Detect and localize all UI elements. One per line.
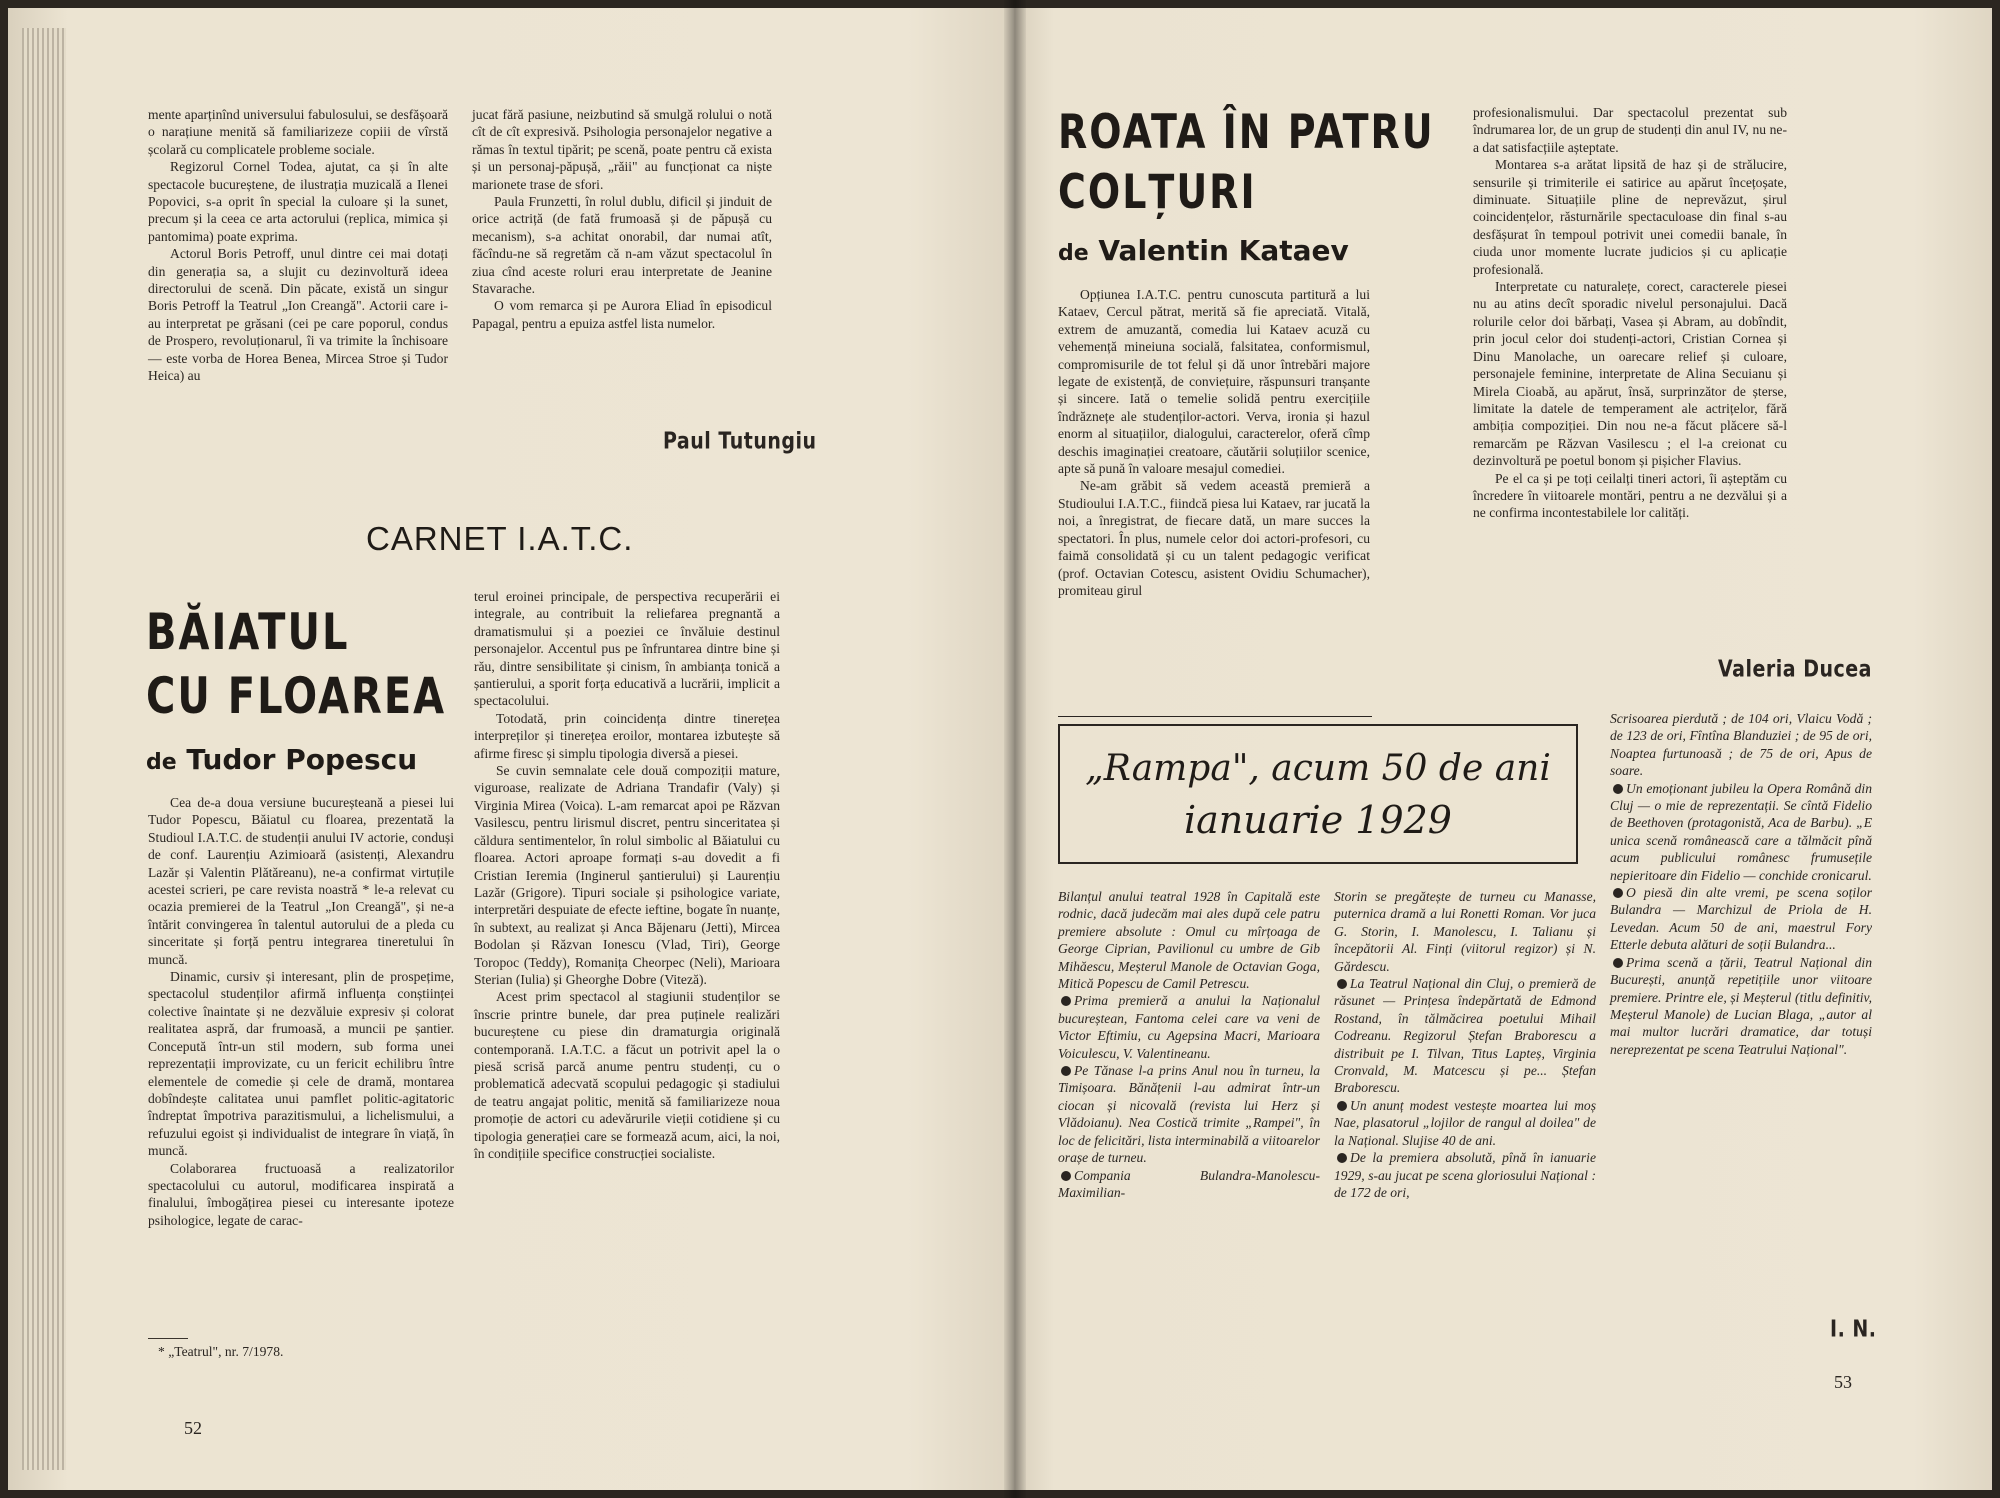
author-signature: Paul Tutungiu: [663, 428, 817, 455]
paragraph: Opțiunea I.A.T.C. pentru cunoscuta partitură a lui Kataev, Cercul pătrat, merită să fie apreciată. Vitală, extrem de amuzantă, comedia lui Kataev acuză cu vehemență mineiuna socială, falsitatea, conformismul, compromisurile de tot felul și dă unor întrebări majore legate de existență, de conviețuire, răspunsuri tranșante și sincere. Iată o temelie solidă pentru exercițiile îndrăznețe ale studenților-actori. Verva, ironia și hazul enorm al situațiilor, dialogului, caracterelor, oferă cîmp deschis imaginației creatoare, căutării soluțiilor scenice, apte să pună în valoare mesajul comediei.: [1058, 287, 1370, 477]
paragraph-text: O piesă din alte vremi, pe scena soților Bulandra — Marchizul de Priola de H. Levedan. Acum 50 de ani, maestrul Fory Etterle debuta alături de soții Bulandra...: [1610, 885, 1872, 953]
section-header: CARNET I.A.T.C.: [366, 520, 634, 557]
paragraph: Storin se pregătește de turneu cu Manasse, puternica dramă a lui Ronetti Roman. Vor juca G. Storin, I. Manolescu, I. Talianu și începătorii Al. Finți (viitorul regizor) și N. Gărdescu.: [1334, 889, 1596, 974]
page-number: 53: [1834, 1372, 1852, 1392]
paragraph: Acest prim spectacol al stagiunii studenților se înscrie printre bunele, dar prea puținele realizări bucureștene cu piese din dramaturgia originală contemporană. I.A.T.C. a făcut un potrivit apel la o piesă scrisă parcă anume pentru studenți, cu o problematică adecvată scopului pedagogic și stadiului de teatru angajat politic, menită să familiarizeze noua promoție de actori cu adevărurile vieții cotidiene și cu tipologia generației care se formează acum, aici, la noi, în condițiile specifice construcției socialiste.: [474, 989, 780, 1161]
byline-author: Valentin Kataev: [1098, 234, 1349, 267]
paragraph: Colaborarea fructuoasă a realizatorilor spectacolului cu autorul, modificarea inspirată a finalului, îmbogățirea piesei cu interesante ipoteze psihologice, legate de carac-: [148, 1160, 454, 1228]
bullet-icon: [1613, 958, 1623, 968]
rampa-column-3: [1610, 710, 1872, 1058]
article-title-line-2: CU FLOAREA: [146, 668, 447, 726]
paragraph: Cea de-a doua versiune bucureșteană a piesei lui Tudor Popescu, Băiatul cu floarea, prezentată la Studioul I.A.T.C. de studenții anului IV actorie, conduși de conf. Laurențiu Azimioară (asistenți, Alexandru Lazăr și Valentin Plătăreanu), ne-a confirmat virtuțile acestei scrieri, pe care revista noastră * le-a relevat cu ocazia premierei de la Teatrul „Ion Creangă", și ne-a întărit convingerea în talentul autorului de a pleda cu sinceritate și forță pentru integrarea tineretului în muncă.: [148, 795, 454, 967]
rampa-signature: I. N.: [1830, 1316, 1877, 1343]
paragraph: Pe el ca și pe toți ceilalți tineri actori, îi așteptăm cu încredere în viitoarele montări, pentru a ne dezvălui și a ne confirma incontestabilele lor calități.: [1473, 470, 1787, 521]
byline-prefix: de: [146, 750, 177, 775]
divider: [1058, 716, 1372, 717]
article-byline: [1058, 234, 1349, 267]
bullet-icon: [1337, 1153, 1347, 1163]
page-edges-decoration: [22, 28, 66, 1470]
article-byline: [146, 743, 417, 776]
paragraph: Interpretate cu naturalețe, corect, caracterele piesei nu au atins decît sporadic nivelul personajului. Dacă rolurile celor doi bărbați, Vasea și Abram, au dobîndit, prin jocul celor doi studenți-actori, Cristian Cornea și Dinu Manolache, un oarecare relief și culoare, personajele feminine, interpretate de Alina Secuianu și Mirela Cioabă, au apărut, însă, surprinzător de șterse, limitate la datele de temperament ale actrițelor, fără ambiția compoziției. Din nou ne-a făcut plăcere să-l remarcăm pe Răzvan Vasilescu ; el l-a creionat cu dezinvoltură pe poetul bonom și pișicher Flavius.: [1473, 279, 1787, 469]
paragraph: [1610, 884, 1872, 954]
article-title-line-1: ROATA ÎN PATRU: [1058, 104, 1435, 159]
article-column-2: [1473, 104, 1787, 522]
paragraph: [1334, 1097, 1596, 1149]
continued-article-column-2: [472, 106, 772, 332]
rampa-title-line-1: „Rampa", acum 50 de ani: [1085, 748, 1551, 789]
paragraph-text: Un emoționant jubileu la Opera Română din Cluj — o mie de reprezentații. Se cîntă Fidelio de Beethoven (protagonistă, Aca de Barbu). „E unica scenă românească care a tălmăcit pînă acum publicului românesc frumusețile nepieritoare din Fidelio — conchide cronicarul.: [1610, 780, 1872, 883]
paragraph: O vom remarca și pe Aurora Eliad în episodicul Papagal, pentru a epuiza astfel lista numelor.: [472, 298, 772, 331]
paragraph-text: De la premiera absolută, pînă în ianuarie 1929, s-au jucat pe scena gloriosului Național : de 172 de ori,: [1334, 1150, 1596, 1200]
paragraph: Regizorul Cornel Todea, ajutat, ca și în alte spectacole bucureștene, de ilustrația muzicală a Ilenei Popovici, s-a oprit în special la culoare și la sunet, precum și la ceea ce arta actorului (replica, mimica și pantomima) poate exprima.: [148, 159, 448, 244]
bullet-icon: [1061, 1066, 1071, 1076]
author-signature: Valeria Ducea: [1718, 656, 1872, 683]
paragraph: [1334, 975, 1596, 1097]
paragraph-text: Prima scenă a țării, Teatrul Național din București, anunță repetițiile unor viitoare premiere. Printre ele, și Meșterul (titlu definitiv, Meșterul Manole) de Lucian Blaga, „autor al mai multor lucrări dramatice, dar totuși nereprezentat pe scena Teatrului Național".: [1610, 954, 1872, 1057]
byline-prefix: de: [1058, 241, 1089, 266]
left-page: [8, 8, 1014, 1490]
paragraph: Paula Frunzetti, în rolul dublu, dificil și jinduit de orice actriță (de fată frumoasă și de păpușă cu mecanism), s-a achitat onorabil, dar numai atît, făcîndu-ne să regretăm că n-am văzut spectacolul în ziua cînd aceste roluri erau interpretate de Jeanine Stavarache.: [472, 194, 772, 297]
article-column-1: [148, 794, 454, 1229]
book-gutter: [1004, 0, 1026, 1498]
paragraph-text: Un anunț modest vestește moartea lui moș Nae, plasatorul „lojilor de rangul al doilea" de la Național. Slujise 40 de ani.: [1334, 1097, 1596, 1148]
rampa-title-box: [1058, 724, 1578, 864]
paragraph: [1058, 1062, 1320, 1166]
page-number: 52: [184, 1418, 202, 1438]
paragraph: profesionalismului. Dar spectacolul prezentat sub îndrumarea lor, de un grup de studenți din anul IV, nu ne-a dat satisfacțiile așteptate.: [1473, 105, 1787, 155]
paragraph: mente aparținînd universului fabulosului, se desfășoară o narațiune menită să familiarizeze copiii de vîrstă școlară cu complicatele probleme sociale.: [148, 107, 448, 157]
footnote: * „Teatrul", nr. 7/1978.: [158, 1344, 284, 1359]
rampa-title-line-2: ianuarie 1929: [1183, 798, 1452, 842]
paragraph: jucat fără pasiune, neizbutind să smulgă rolului o notă cît de cît expresivă. Psihologia personajelor negative a rămas în textul tipărit; pe scenă, poate pentru că exista și un personaj-păpușă, „răii" au funcționat ca niște marionete trase de sfori.: [472, 107, 772, 192]
article-column-1: [1058, 286, 1370, 599]
paragraph: [1058, 1167, 1320, 1202]
bullet-icon: [1061, 996, 1071, 1006]
bullet-icon: [1337, 1101, 1347, 1111]
right-page: [1014, 8, 1992, 1490]
paragraph: Dinamic, cursiv și interesant, plin de prospețime, spectacolul studenților afirmă influența conștiinței colective înaintate și ne dezvăluie expresiv și colorat realitatea aspră, dar frumoasă, a muncii pe șantier. Concepută într-un stil modern, sub forma unei reprezentații improvizate, cu un fericit echilibru între elementele de comedie și cele de dramă, montarea dobîndește calitatea unui pamflet politic-agitatoric îndreptat împotriva parazitismului, a lichelismului, a refuzului egoist și individualist de integrare în viață, în muncă.: [148, 969, 454, 1159]
rampa-column-2: [1334, 888, 1596, 1201]
article-column-2: [474, 588, 780, 1162]
bullet-icon: [1613, 784, 1623, 794]
byline-author: Tudor Popescu: [186, 743, 418, 776]
bullet-icon: [1613, 888, 1623, 898]
paragraph: Scrisoarea pierdută ; de 104 ori, Vlaicu Vodă ; de 123 de ori, Fîntîna Blanduziei ; de 95 de ori, Noaptea furtunoasă ; de 75 de ori, Apus de soare.: [1610, 711, 1872, 779]
paragraph: [1610, 780, 1872, 884]
paragraph: Actorul Boris Petroff, unul dintre cei mai dotați din generația sa, a slujit cu dezinvoltură ideea directorului de scenă. Din păcate, există un singur Boris Petroff la Teatrul „Ion Creangă". Actorii care i-au interpretat pe grăsani (cei pe care poporul, condus de Prospero, revoluționarul, îi va trimite la închisoare — este vorba de Horea Benea, Mircea Stroe și Tudor Heica) au: [148, 246, 448, 384]
article-title-line-1: BĂIATUL: [146, 604, 350, 662]
paragraph-text: Prima premieră a anului la Naționalul bucureștean, Fantoma celei care va veni de Victor Eftimiu, cu Agepsina Macri, Marioara Voiculescu, V. Valentineanu.: [1058, 993, 1320, 1061]
paragraph-text: Compania Bulandra-Manolescu-Maximilian-: [1058, 1167, 1320, 1200]
paragraph: terul eroinei principale, de perspectiva recuperării ei integrale, au contribuit la reliefarea pregnantă a dramatismului și a poeziei ce învăluie destinul personajelor. Accentul pus pe înfruntarea dintre bine și rău, dintre sensibilitate și cinism, în ambianța tonică a șantierului, a sporit forța educativă a lucrării, implicit a spectacolului.: [474, 589, 780, 709]
paragraph-text: Pe Tănase l-a prins Anul nou în turneu, la Timișoara. Bănățenii l-au admirat într-un ciocan și nicovală (revista lui Herz și Vlădoianu). Nea Costică trimite „Rampei", în loc de felicitări, lista interminabilă a viitoarelor orașe de turneu.: [1058, 1063, 1320, 1166]
rampa-column-1: [1058, 888, 1320, 1201]
bullet-icon: [1337, 979, 1347, 989]
article-title-line-2: COLȚURI: [1058, 164, 1257, 219]
paragraph: Bilanțul anului teatral 1928 în Capitală este rodnic, dacă judecăm mai ales după cele patru premiere absolute : Omul cu mîrțoaga de George Ciprian, Pavilionul cu umbre de Gib Mihăescu, Meșterul Manole de Octavian Goga, Mitică Popescu de Camil Petrescu.: [1058, 889, 1320, 992]
paragraph-text: La Teatrul Național din Cluj, o premieră de răsunet — Prințesa îndepărtată de Edmond Rostand, în tălmăcirea poetului Mihail Codreanu. Regizorul Ștefan Braborescu a distribuit pe I. Tilvan, Titus Lapteș, Virginia Cronvald, M. Matcescu și pe... Ștefan Braborescu.: [1334, 976, 1596, 1096]
paragraph: Ne-am grăbit să vedem această premieră a Studioului I.A.T.C., fiindcă piesa lui Kataev, rar jucată la noi, a înregistrat, de fiecare dată, un mare succes la spectatori. În plus, numele celor doi actori-profesori, cu faimă consolidată și cu un talent pedagogic verificat (prof. Octavian Cotescu, asistent Ovidiu Schumacher), promiteau girul: [1058, 478, 1370, 598]
paragraph: Montarea s-a arătat lipsită de haz și de strălucire, sensurile și trimiterile ei satirice au apărut încețoșate, diminuate. Situațiile pline de neprevăzut, șirul coincidențelor, răsturnările spectaculoase din final s-au desfășurat în tempoul potrivit unei comedii banale, în ciuda unor momente lucrate judicios și cu aplicație profesională.: [1473, 157, 1787, 277]
paragraph: Se cuvin semnalate cele două compoziții mature, viguroase, realizate de Adriana Trandafir (Valy) și Virginia Mirea (Voica). L-am remarcat apoi pe Răzvan Vasilescu, pentru lirismul discret, pentru sinceritatea și căldura sentimentelor, în rolul simbolic al Băiatului cu floarea. Actori aproape formați s-au dovedit a fi Cristian Ieremia (Inginerul șantierului) și Laurențiu Lazăr (Grigore). Tipuri sociale și psihologice variate, interpretări despuiate de efecte ieftine, bogate în nuanțe, în subtext, au realizat și Anca Băjenaru (Jetti), Mircea Bodolan și Răzvan Ionescu (Vlad, Tiri), George Toropoc (Teddy), Romanița Cheorpec (Neli), Marioara Sterian (Iulia) și Gheorghe Dobre (Viteză).: [474, 763, 780, 987]
footnote-rule: [148, 1338, 188, 1339]
paragraph: [1058, 992, 1320, 1062]
paragraph: [1610, 954, 1872, 1058]
paragraph: [1334, 1149, 1596, 1201]
continued-article-column-1: [148, 106, 448, 385]
paragraph: Totodată, prin coincidența dintre tinerețea interpreților și tinerețea eroilor, montarea izbutește să afirme firesc și simplu tipologia diversă a piesei.: [474, 710, 780, 761]
bullet-icon: [1061, 1171, 1071, 1181]
